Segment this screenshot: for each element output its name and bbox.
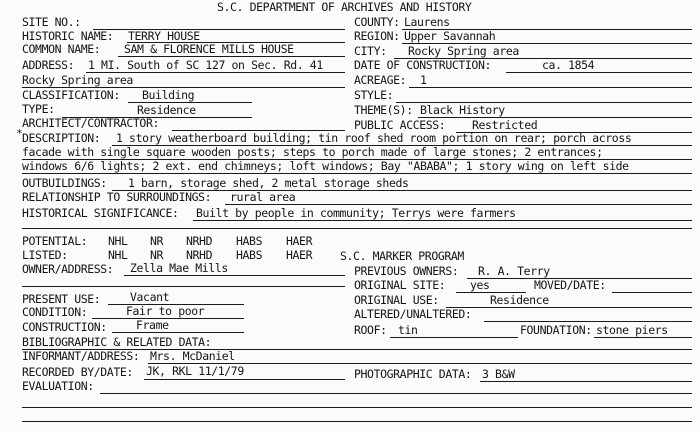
classification-value: Building (142, 88, 195, 102)
public-access-value: Restricted (472, 118, 538, 132)
original-site-label: ORIGINAL SITE: (354, 278, 446, 292)
relationship-line (225, 204, 692, 205)
address-label: ADDRESS: (22, 58, 75, 72)
address-value-2: Rocky Spring area (22, 73, 133, 87)
photographic-label: PHOTOGRAPHIC DATA: (354, 367, 472, 381)
city-value: Rocky Spring area (408, 44, 519, 58)
photographic-line (480, 381, 692, 382)
asterisk-mark: * (16, 127, 23, 140)
construction-line (112, 332, 244, 333)
historic-name-label: HISTORIC NAME: (22, 29, 114, 43)
style-label: STYLE: (354, 88, 394, 102)
county-value: Laurens (404, 15, 450, 29)
owner-line-2 (22, 286, 345, 287)
listed-option-habs: HABS (236, 248, 263, 262)
condition-value: Fair to poor (126, 304, 205, 318)
architect-label: ARCHITECT/CONTRACTOR: (22, 116, 159, 130)
previous-owners-value: R. A. Terry (478, 264, 550, 278)
themes-value: Black History (420, 103, 505, 117)
address-value: 1 MI. South of SC 127 on Sec. Rd. 41 (88, 58, 323, 72)
owner-label: OWNER/ADDRESS: (22, 262, 114, 276)
potential-option-nr: NR (150, 234, 164, 248)
original-use-label: ORIGINAL USE: (354, 293, 439, 307)
altered-label: ALTERED/UNALTERED: (354, 307, 472, 321)
description-line-3: windows 6/6 lights; 2 ext. end chimneys; loft windows; Bay "ABABA"; 1 story wing on left side (22, 159, 629, 173)
classification-label: CLASSIFICATION: (22, 88, 120, 102)
description-label: DESCRIPTION: (22, 131, 101, 145)
county-label: COUNTY: (354, 15, 400, 29)
description-line-2: facade with single square wooden posts; steps to porch made of large stones; 2 entrances; (22, 145, 603, 159)
historic-name-value: TERRY HOUSE (128, 29, 200, 43)
moved-date-label: MOVED/DATE: (534, 278, 606, 292)
description-rule-3 (22, 173, 692, 174)
date-construction-label: DATE OF CONSTRUCTION: (354, 58, 491, 72)
region-label: REGION: (354, 29, 400, 43)
region-value: Upper Savannah (404, 29, 496, 43)
photographic-value: 3 B&W (482, 367, 515, 381)
construction-label: CONSTRUCTION: (22, 320, 107, 334)
recorded-line (144, 379, 345, 380)
common-name-line (118, 56, 345, 57)
acreage-line (409, 87, 692, 88)
present-use-label: PRESENT USE: (22, 292, 101, 306)
evaluation-label: EVALUATION: (22, 379, 94, 393)
date-construction-line (506, 72, 692, 73)
significance-label: HISTORICAL SIGNIFICANCE: (22, 206, 179, 220)
original-use-value: Residence (490, 293, 549, 307)
listed-option-nrhd: NRHD (186, 248, 213, 262)
public-access-label: PUBLIC ACCESS: (354, 118, 446, 132)
potential-option-nrhd: NRHD (186, 234, 213, 248)
city-label: CITY: (354, 44, 387, 58)
foundation-value: stone piers (596, 323, 668, 337)
moved-date-line (612, 292, 692, 293)
evaluation-line (100, 393, 692, 394)
potential-option-haer: HAER (286, 234, 313, 248)
construction-value: Frame (136, 318, 169, 332)
themes-label: THEME(S): (354, 103, 413, 117)
potential-label: POTENTIAL: (22, 234, 88, 248)
common-name-value: SAM & FLORENCE MILLS HOUSE (124, 42, 294, 56)
description-line-1: 1 story weatherboard building; tin roof shed room portion on rear; porch across (116, 131, 632, 145)
original-site-value: yes (470, 278, 490, 292)
potential-option-habs: HABS (236, 234, 263, 248)
form-header: S.C. DEPARTMENT OF ARCHIVES AND HISTORY (217, 0, 472, 14)
informant-label: INFORMANT/ADDRESS: (22, 349, 140, 363)
owner-line (124, 275, 345, 276)
acreage-label: ACREAGE: (354, 73, 407, 87)
evaluation-line-2 (22, 407, 692, 408)
listed-option-nr: NR (150, 248, 164, 262)
potential-option-nhl: NHL (108, 234, 128, 248)
informant-value: Mrs. McDaniel (150, 349, 235, 363)
owner-value: Zella Mae Mills (130, 261, 228, 275)
relationship-value: rural area (230, 190, 296, 204)
roof-label: ROOF: (354, 323, 387, 337)
evaluation-line-3 (22, 421, 692, 422)
significance-value: Built by people in community; Terrys were farmers (196, 206, 516, 220)
type-value: Residence (137, 103, 196, 117)
foundation-label: FOUNDATION: (520, 323, 592, 337)
marker-program-heading: S.C. MARKER PROGRAM (340, 249, 464, 263)
type-label: TYPE: (22, 102, 55, 116)
recorded-label: RECORDED BY/DATE: (22, 365, 133, 379)
original-use-line (446, 307, 692, 308)
altered-line (484, 321, 692, 322)
significance-line (193, 220, 692, 221)
outbuildings-label: OUTBUILDINGS: (22, 176, 107, 190)
foundation-line (594, 337, 692, 338)
site-no-label: SITE NO.: (22, 15, 81, 29)
listed-option-nhl: NHL (108, 248, 128, 262)
roof-line (390, 337, 518, 338)
condition-label: CONDITION: (22, 305, 88, 319)
bibliographic-label: BIBLIOGRAPHIC & RELATED DATA: (22, 335, 212, 349)
listed-label: LISTED: (22, 248, 68, 262)
significance-rule-2 (22, 228, 692, 229)
common-name-label: COMMON NAME: (22, 42, 101, 56)
outbuildings-value: 1 barn, storage shed, 2 metal storage sheds (128, 176, 409, 190)
listed-option-haer: HAER (286, 248, 313, 262)
themes-line (418, 117, 692, 118)
roof-value: tin (398, 323, 418, 337)
date-construction-value: ca. 1854 (542, 58, 595, 72)
relationship-label: RELATIONSHIP TO SURROUNDINGS: (22, 190, 212, 204)
previous-owners-label: PREVIOUS OWNERS: (354, 264, 459, 278)
present-use-value: Vacant (130, 290, 170, 304)
recorded-value: JK, RKL 11/1/79 (146, 364, 244, 378)
acreage-value: 1 (420, 73, 427, 87)
